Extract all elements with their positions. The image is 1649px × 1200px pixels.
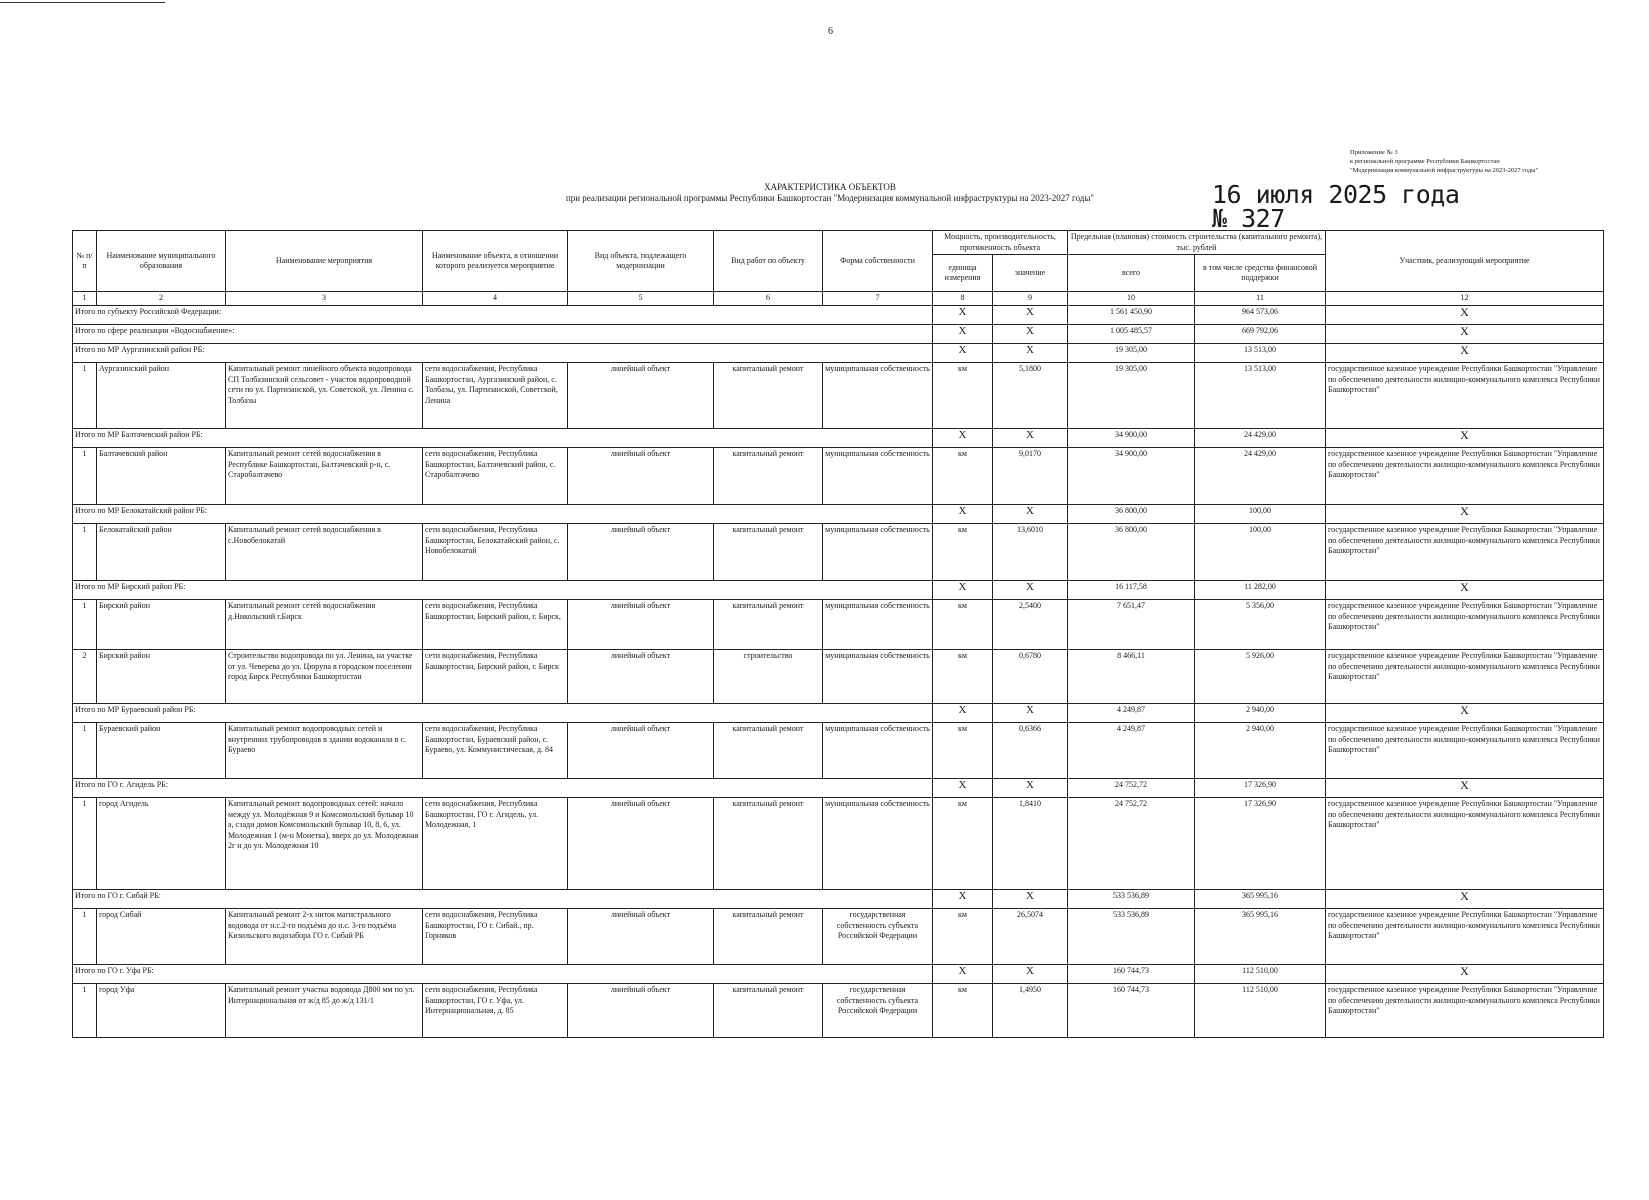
value-cell: 1,4950 [993, 984, 1068, 1038]
total-support: 365 995,16 [1195, 890, 1326, 909]
total-support: 13 513,00 [1195, 344, 1326, 363]
table-row [73, 363, 1604, 429]
municipality-cell: Аургазинский район [97, 363, 226, 429]
unit-cell: км [933, 984, 993, 1038]
object-type-cell: линейный объект [568, 984, 714, 1038]
unit-cell: км [933, 448, 993, 505]
column-number: 2 [97, 292, 226, 306]
total-value: X [993, 325, 1068, 344]
participant-cell: государственное казенное учреждение Республики Башкортостан "Управление по обеспечению деятельности жилищно-коммунального комплекса Республики Башкортостан" [1326, 984, 1604, 1038]
value-cell: 5,1800 [993, 363, 1068, 429]
document-title [520, 182, 1140, 204]
work-type-cell: капитальный ремонт [714, 600, 823, 650]
header-participant: Участник, реализующий мероприятие [1326, 231, 1604, 292]
measure-cell: Строительство водопровода по ул. Ленина, на участке от ул. Чеверева до ул. Цюрупа в городском поселении город Бирск Республики Башкортостан [226, 650, 423, 704]
total-unit: X [933, 306, 993, 325]
total-participant: X [1326, 890, 1604, 909]
total-participant: X [1326, 505, 1604, 524]
objects-table [72, 230, 1604, 1038]
object-cell: сети водоснабжения, Республика Башкортостан, ГО г. Агидель, ул. Молодежная, 1 [423, 798, 568, 890]
header-work-type: Вид работ по объекту [714, 231, 823, 292]
participant-cell: государственное казенное учреждение Республики Башкортостан "Управление по обеспечению деятельности жилищно-коммунального комплекса Республики Башкортостан" [1326, 909, 1604, 965]
measure-cell: Капитальный ремонт участка водовода Д800 мм по ул. Интернациональная от ж/д 85 до ж/д 131/1 [226, 984, 423, 1038]
work-type-cell: капитальный ремонт [714, 448, 823, 505]
value-cell: 2,5400 [993, 600, 1068, 650]
header-capacity: Мощность, производительность, протяженность объекта [933, 231, 1068, 255]
object-type-cell: линейный объект [568, 524, 714, 581]
total-label: Итого по МР Белокатайский район РБ: [73, 505, 933, 524]
header-object: Наименование объекта, в отношении которого реализуется мероприятие [423, 231, 568, 292]
support-cell: 5 356,00 [1195, 600, 1326, 650]
column-number: 9 [993, 292, 1068, 306]
column-number-row [73, 292, 1604, 306]
participant-cell: государственное казенное учреждение Республики Башкортостан "Управление по обеспечению деятельности жилищно-коммунального комплекса Республики Башкортостан" [1326, 650, 1604, 704]
total-value: X [993, 505, 1068, 524]
total-value: X [993, 890, 1068, 909]
total-sum: 4 249,87 [1068, 704, 1195, 723]
support-cell: 13 513,00 [1195, 363, 1326, 429]
participant-cell: государственное казенное учреждение Республики Башкортостан "Управление по обеспечению деятельности жилищно-коммунального комплекса Республики Башкортостан" [1326, 600, 1604, 650]
table-row [73, 650, 1604, 704]
header-measure: Наименование мероприятия [226, 231, 423, 292]
total-cell: 24 752,72 [1068, 798, 1195, 890]
municipality-cell: город Агидель [97, 798, 226, 890]
total-participant: X [1326, 581, 1604, 600]
object-cell: сети водоснабжения, Республика Башкортостан, Бураевский район, с. Бураево, ул. Коммунистическая, д. 84 [423, 723, 568, 779]
header-value: значение [993, 255, 1068, 292]
total-row [73, 325, 1604, 344]
total-row [73, 429, 1604, 448]
table-row [73, 798, 1604, 890]
object-cell: сети водоснабжения, Республика Башкортостан, Белокатайский район, с. Новобелокатай [423, 524, 568, 581]
header-object-type: Вид объекта, подлежащего модернизации [568, 231, 714, 292]
row-number: 1 [73, 524, 97, 581]
table-row [73, 984, 1604, 1038]
ownership-cell: муниципальная собственность [823, 723, 933, 779]
measure-cell: Капитальный ремонт водопроводных сетей: начало между ул. Молодёжная 9 и Комсомольский бульвар 10 а, сзади домов Комсомольский бульвар 10, 8, 6, ул. Молодежная 1 (м-н Монетка), вверх до ул. Молодежная 2г и до ул. Молодежная 10 [226, 798, 423, 890]
total-cell: 36 800,00 [1068, 524, 1195, 581]
total-participant: X [1326, 429, 1604, 448]
object-cell: сети водоснабжения, Республика Башкортостан, ГО г. Уфа, ул. Интернациональная, д. 85 [423, 984, 568, 1038]
column-number: 12 [1326, 292, 1604, 306]
measure-cell: Капитальный ремонт водопроводных сетей и внутренних трубопроводов в здании водоканала в с. Бураево [226, 723, 423, 779]
value-cell: 9,0170 [993, 448, 1068, 505]
ownership-cell: государственная собственность субъекта Российской Федерации [823, 909, 933, 965]
total-participant: X [1326, 965, 1604, 984]
municipality-cell: Бирский район [97, 600, 226, 650]
total-cell: 4 249,87 [1068, 723, 1195, 779]
row-number: 2 [73, 650, 97, 704]
total-value: X [993, 779, 1068, 798]
row-number: 1 [73, 723, 97, 779]
total-unit: X [933, 429, 993, 448]
value-cell: 26,5074 [993, 909, 1068, 965]
unit-cell: км [933, 524, 993, 581]
row-number: 1 [73, 600, 97, 650]
total-label: Итого по ГО г. Уфа РБ: [73, 965, 933, 984]
table-row [73, 448, 1604, 505]
column-number: 5 [568, 292, 714, 306]
total-cell: 8 466,11 [1068, 650, 1195, 704]
row-number: 1 [73, 363, 97, 429]
total-row [73, 704, 1604, 723]
measure-cell: Капитальный ремонт сетей водоснабжения в Республике Башкортостан, Балтачевский р-н, с. Старобалтачево [226, 448, 423, 505]
unit-cell: км [933, 600, 993, 650]
municipality-cell: Белокатайский район [97, 524, 226, 581]
top-rule [0, 2, 165, 3]
unit-cell: км [933, 798, 993, 890]
ownership-cell: муниципальная собственность [823, 798, 933, 890]
appendix-line: к региональной программе Республики Башкортостан [1350, 158, 1500, 165]
support-cell: 5 926,00 [1195, 650, 1326, 704]
total-unit: X [933, 344, 993, 363]
total-support: 24 429,00 [1195, 429, 1326, 448]
work-type-cell: капитальный ремонт [714, 909, 823, 965]
column-number: 10 [1068, 292, 1195, 306]
total-value: X [993, 704, 1068, 723]
column-number: 7 [823, 292, 933, 306]
total-label: Итого по субъекту Российской Федерации: [73, 306, 933, 325]
support-cell: 24 429,00 [1195, 448, 1326, 505]
total-row [73, 306, 1604, 325]
object-cell: сети водоснабжения, Республика Башкортостан, Бирский район, г. Бирск, [423, 600, 568, 650]
value-cell: 13,6010 [993, 524, 1068, 581]
total-unit: X [933, 779, 993, 798]
total-value: X [993, 344, 1068, 363]
appendix-note [1350, 148, 1645, 175]
total-cell: 19 305,00 [1068, 363, 1195, 429]
total-value: X [993, 429, 1068, 448]
total-unit: X [933, 965, 993, 984]
total-support: 2 940,00 [1195, 704, 1326, 723]
row-number: 1 [73, 984, 97, 1038]
column-number: 11 [1195, 292, 1326, 306]
ownership-cell: муниципальная собственность [823, 650, 933, 704]
unit-cell: км [933, 909, 993, 965]
unit-cell: км [933, 650, 993, 704]
value-cell: 0,6366 [993, 723, 1068, 779]
total-support: 112 510,00 [1195, 965, 1326, 984]
participant-cell: государственное казенное учреждение Республики Башкортостан "Управление по обеспечению деятельности жилищно-коммунального комплекса Республики Башкортостан" [1326, 524, 1604, 581]
municipality-cell: Бирский район [97, 650, 226, 704]
total-sum: 160 744,73 [1068, 965, 1195, 984]
object-type-cell: линейный объект [568, 600, 714, 650]
total-support: 11 282,00 [1195, 581, 1326, 600]
object-cell: сети водоснабжения, Республика Башкортостан, Бирский район, г. Бирск [423, 650, 568, 704]
work-type-cell: капитальный ремонт [714, 723, 823, 779]
value-cell: 1,8410 [993, 798, 1068, 890]
support-cell: 112 510,00 [1195, 984, 1326, 1038]
total-sum: 19 305,00 [1068, 344, 1195, 363]
appendix-line: "Модернизация коммунальной инфраструктуры на 2023-2027 годы" [1350, 167, 1539, 174]
object-type-cell: линейный объект [568, 909, 714, 965]
object-type-cell: линейный объект [568, 650, 714, 704]
work-type-cell: строительство [714, 650, 823, 704]
header-total: всего [1068, 255, 1195, 292]
total-support: 17 326,90 [1195, 779, 1326, 798]
value-cell: 0,6780 [993, 650, 1068, 704]
column-number: 8 [933, 292, 993, 306]
work-type-cell: капитальный ремонт [714, 524, 823, 581]
table-body [73, 306, 1604, 1038]
column-number: 4 [423, 292, 568, 306]
participant-cell: государственное казенное учреждение Республики Башкортостан "Управление по обеспечению деятельности жилищно-коммунального комплекса Республики Башкортостан" [1326, 448, 1604, 505]
table-row [73, 524, 1604, 581]
total-unit: X [933, 704, 993, 723]
total-support: 669 792,06 [1195, 325, 1326, 344]
total-participant: X [1326, 704, 1604, 723]
work-type-cell: капитальный ремонт [714, 984, 823, 1038]
work-type-cell: капитальный ремонт [714, 363, 823, 429]
work-type-cell: капитальный ремонт [714, 798, 823, 890]
ownership-cell: муниципальная собственность [823, 448, 933, 505]
ownership-cell: государственная собственность субъекта Российской Федерации [823, 984, 933, 1038]
row-number: 1 [73, 798, 97, 890]
total-cell: 7 651,47 [1068, 600, 1195, 650]
total-cell: 533 536,89 [1068, 909, 1195, 965]
header-cost: Предельная (плановая) стоимость строительства (капитального ремонта), тыс. рублей [1068, 231, 1326, 255]
header-num: № п/п [73, 231, 97, 292]
header-support: в том числе средства финансовой поддержки [1195, 255, 1326, 292]
total-row [73, 779, 1604, 798]
participant-cell: государственное казенное учреждение Республики Башкортостан "Управление по обеспечению деятельности жилищно-коммунального комплекса Республики Башкортостан" [1326, 798, 1604, 890]
total-value: X [993, 581, 1068, 600]
total-sum: 1 561 450,90 [1068, 306, 1195, 325]
header-municipality: Наименование муниципального образования [97, 231, 226, 292]
object-type-cell: линейный объект [568, 363, 714, 429]
total-sum: 36 800,00 [1068, 505, 1195, 524]
page-number: 6 [828, 26, 833, 37]
total-sum: 533 536,89 [1068, 890, 1195, 909]
object-cell: сети водоснабжения, Республика Башкортостан, Аургазинский район, с. Толбазы, ул. Партизанской, Советской, Ленина [423, 363, 568, 429]
participant-cell: государственное казенное учреждение Республики Башкортостан "Управление по обеспечению деятельности жилищно-коммунального комплекса Республики Башкортостан" [1326, 723, 1604, 779]
participant-cell: государственное казенное учреждение Республики Башкортостан "Управление по обеспечению деятельности жилищно-коммунального комплекса Республики Башкортостан" [1326, 363, 1604, 429]
municipality-cell: Балтачевский район [97, 448, 226, 505]
stamp-date: 16 июля 2025 года [1212, 180, 1460, 209]
column-number: 3 [226, 292, 423, 306]
support-cell: 365 995,16 [1195, 909, 1326, 965]
header-unit: единица измерения [933, 255, 993, 292]
object-type-cell: линейный объект [568, 723, 714, 779]
table-row [73, 909, 1604, 965]
object-type-cell: линейный объект [568, 798, 714, 890]
total-row [73, 890, 1604, 909]
measure-cell: Капитальный ремонт сетей водоснабжения д.Никольский г.Бирск [226, 600, 423, 650]
unit-cell: км [933, 363, 993, 429]
total-label: Итого по ГО г. Сибай РБ: [73, 890, 933, 909]
measure-cell: Капитальный ремонт линейного объекта водопровода СП Толбазинский сельсовет - участок водопроводной сети по ул. Партизанской, ул. Советской, ул. Ленина с. Толбазы [226, 363, 423, 429]
measure-cell: Капитальный ремонт сетей водоснабжения в с.Новобелокатай [226, 524, 423, 581]
total-row [73, 344, 1604, 363]
support-cell: 17 326,90 [1195, 798, 1326, 890]
total-unit: X [933, 505, 993, 524]
total-unit: X [933, 581, 993, 600]
municipality-cell: Бураевский район [97, 723, 226, 779]
total-sum: 16 117,58 [1068, 581, 1195, 600]
object-cell: сети водоснабжения, Республика Башкортостан, ГО г. Сибай., пр. Горняков [423, 909, 568, 965]
total-sum: 1 005 485,57 [1068, 325, 1195, 344]
appendix-line: Приложение № 3 [1350, 149, 1398, 156]
table-row [73, 600, 1604, 650]
total-row [73, 581, 1604, 600]
total-cell: 160 744,73 [1068, 984, 1195, 1038]
total-participant: X [1326, 325, 1604, 344]
total-cell: 34 900,00 [1068, 448, 1195, 505]
total-participant: X [1326, 779, 1604, 798]
ownership-cell: муниципальная собственность [823, 363, 933, 429]
total-unit: X [933, 890, 993, 909]
measure-cell: Капитальный ремонт 2-х ниток магистрального водовода от н.с.2-го подъёма до н.с. 3-го подъёма Кизильского водозабора ГО г. Сибай РБ [226, 909, 423, 965]
total-participant: X [1326, 306, 1604, 325]
total-unit: X [933, 325, 993, 344]
object-cell: сети водоснабжения, Республика Башкортостан, Балтачевский район, с. Старобалтачево [423, 448, 568, 505]
total-sum: 24 752,72 [1068, 779, 1195, 798]
total-label: Итого по ГО г. Агидель РБ: [73, 779, 933, 798]
column-number: 6 [714, 292, 823, 306]
total-label: Итого по МР Аургазинский район РБ: [73, 344, 933, 363]
row-number: 1 [73, 448, 97, 505]
total-label: Итого по МР Бирский район РБ: [73, 581, 933, 600]
total-label: Итого по МР Балтачевский район РБ: [73, 429, 933, 448]
municipality-cell: город Уфа [97, 984, 226, 1038]
municipality-cell: город Сибай [97, 909, 226, 965]
total-support: 964 573,06 [1195, 306, 1326, 325]
support-cell: 2 940,00 [1195, 723, 1326, 779]
table-row [73, 723, 1604, 779]
ownership-cell: муниципальная собственность [823, 600, 933, 650]
row-number: 1 [73, 909, 97, 965]
total-support: 100,00 [1195, 505, 1326, 524]
total-participant: X [1326, 344, 1604, 363]
total-label: Итого по сфере реализации «Водоснабжение»: [73, 325, 933, 344]
date-stamp [1212, 180, 1460, 233]
table-header [73, 231, 1604, 306]
total-label: Итого по МР Бураевский район РБ: [73, 704, 933, 723]
support-cell: 100,00 [1195, 524, 1326, 581]
total-value: X [993, 965, 1068, 984]
total-sum: 34 900,00 [1068, 429, 1195, 448]
ownership-cell: муниципальная собственность [823, 524, 933, 581]
column-number: 1 [73, 292, 97, 306]
title-line-2: при реализации региональной программы Республики Башкортостан "Модернизация коммунальной инфраструктуры на 2023-2027 годы" [565, 193, 1095, 203]
stamp-number: № 327 [1212, 204, 1285, 233]
title-line-1: ХАРАКТЕРИСТИКА ОБЪЕКТОВ [764, 182, 896, 192]
object-type-cell: линейный объект [568, 448, 714, 505]
total-row [73, 505, 1604, 524]
total-value: X [993, 306, 1068, 325]
total-row [73, 965, 1604, 984]
header-ownership: Форма собственности [823, 231, 933, 292]
unit-cell: км [933, 723, 993, 779]
